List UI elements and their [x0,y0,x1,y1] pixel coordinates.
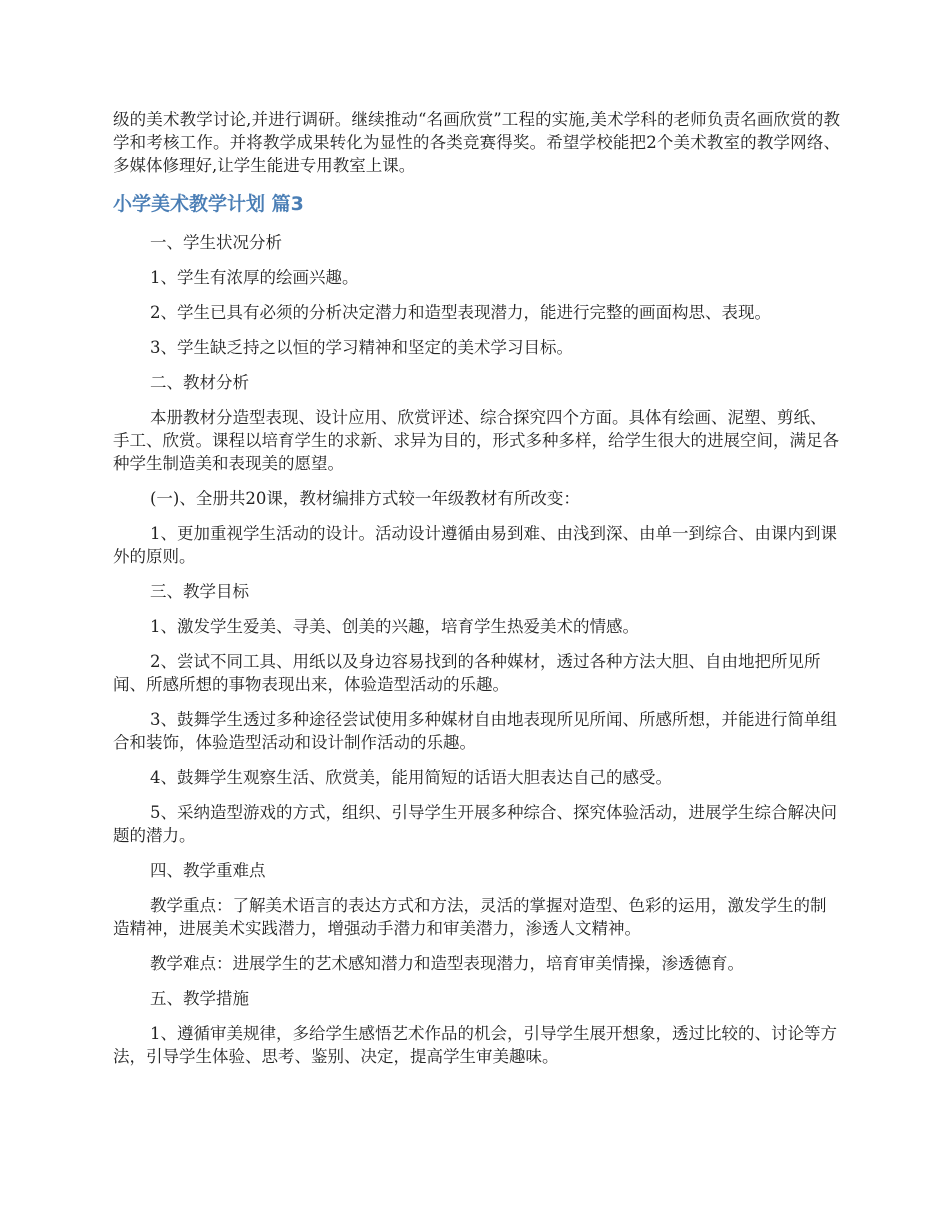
paragraph: 2、学生已具有必须的分析决定潜力和造型表现潜力，能进行完整的画面构思、表现。 [150,303,771,322]
paragraph: 4、鼓舞学生观察生活、欣赏美，能用简短的话语大胆表达自己的感受。 [150,768,672,787]
paragraph: (一)、全册共20课，教材编排方式较一年级教材有所改变： [150,489,580,508]
paragraph: 本册教材分造型表现、设计应用、欣赏评述、综合探究四个方面。具体有绘画、泥塑、剪纸、手工、欣赏。课程以培育学生的求新、求异为目的，形式多种多样，给学生很大的进展空间，满足各种学生制造美和表现美的愿望。 [113,408,839,473]
paragraph: 教学重点：了解美术语言的表达方式和方法，灵活的掌握对造型、色彩的运用，激发学生的制造精神，进展美术实践潜力，增强动手潜力和审美潜力，渗透人文精神。 [113,896,827,938]
heading-textbook-analysis: 二、教材分析 [150,373,249,392]
heading-teaching-goals: 三、教学目标 [150,582,249,601]
paragraph: 1、学生有浓厚的绘画兴趣。 [150,268,359,287]
section-title: 小学美术教学计划 篇3 [113,193,304,215]
paragraph: 教学难点：进展学生的艺术感知潜力和造型表现潜力，培育审美情操，渗透德育。 [150,954,744,973]
heading-key-difficulties: 四、教学重难点 [150,861,266,880]
paragraph: 3、学生缺乏持之以恒的学习精神和坚定的美术学习目标。 [150,338,573,357]
heading-student-analysis: 一、学生状况分析 [150,233,282,252]
paragraph: 1、激发学生爱美、寻美、创美的兴趣，培育学生热爱美术的情感。 [150,617,639,636]
heading-teaching-measures: 五、教学措施 [150,989,249,1008]
paragraph: 1、遵循审美规律，多给学生感悟艺术作品的机会，引导学生展开想象，透过比较的、讨论等方法，引导学生体验、思考、鉴别、决定，提高学生审美趣味。 [113,1024,837,1066]
paragraph: 1、更加重视学生活动的设计。活动设计遵循由易到难、由浅到深、由单一到综合、由课内到课外的原则。 [113,524,837,566]
document-page [113,108,840,1080]
paragraph: 2、尝试不同工具、用纸以及身边容易找到的各种媒材，透过各种方法大胆、自由地把所见所闻、所感所想的事物表现出来，体验造型活动的乐趣。 [113,652,821,694]
paragraph: 5、采纳造型游戏的方式，组织、引导学生开展多种综合、探究体验活动，进展学生综合解决问题的潜力。 [113,803,837,845]
intro-paragraph: 级的美术教学讨论,并进行调研。继续推动“名画欣赏”工程的实施,美术学科的老师负责名画欣赏的教学和考核工作。并将教学成果转化为显性的各类竞赛得奖。希望学校能把2个美术教室的教学网络、多媒体修理好,让学生能进专用教室上课。 [113,110,840,175]
paragraph: 3、鼓舞学生透过多种途径尝试使用多种媒材自由地表现所见所闻、所感所想，并能进行简单组合和装饰，体验造型活动和设计制作活动的乐趣。 [113,710,837,752]
